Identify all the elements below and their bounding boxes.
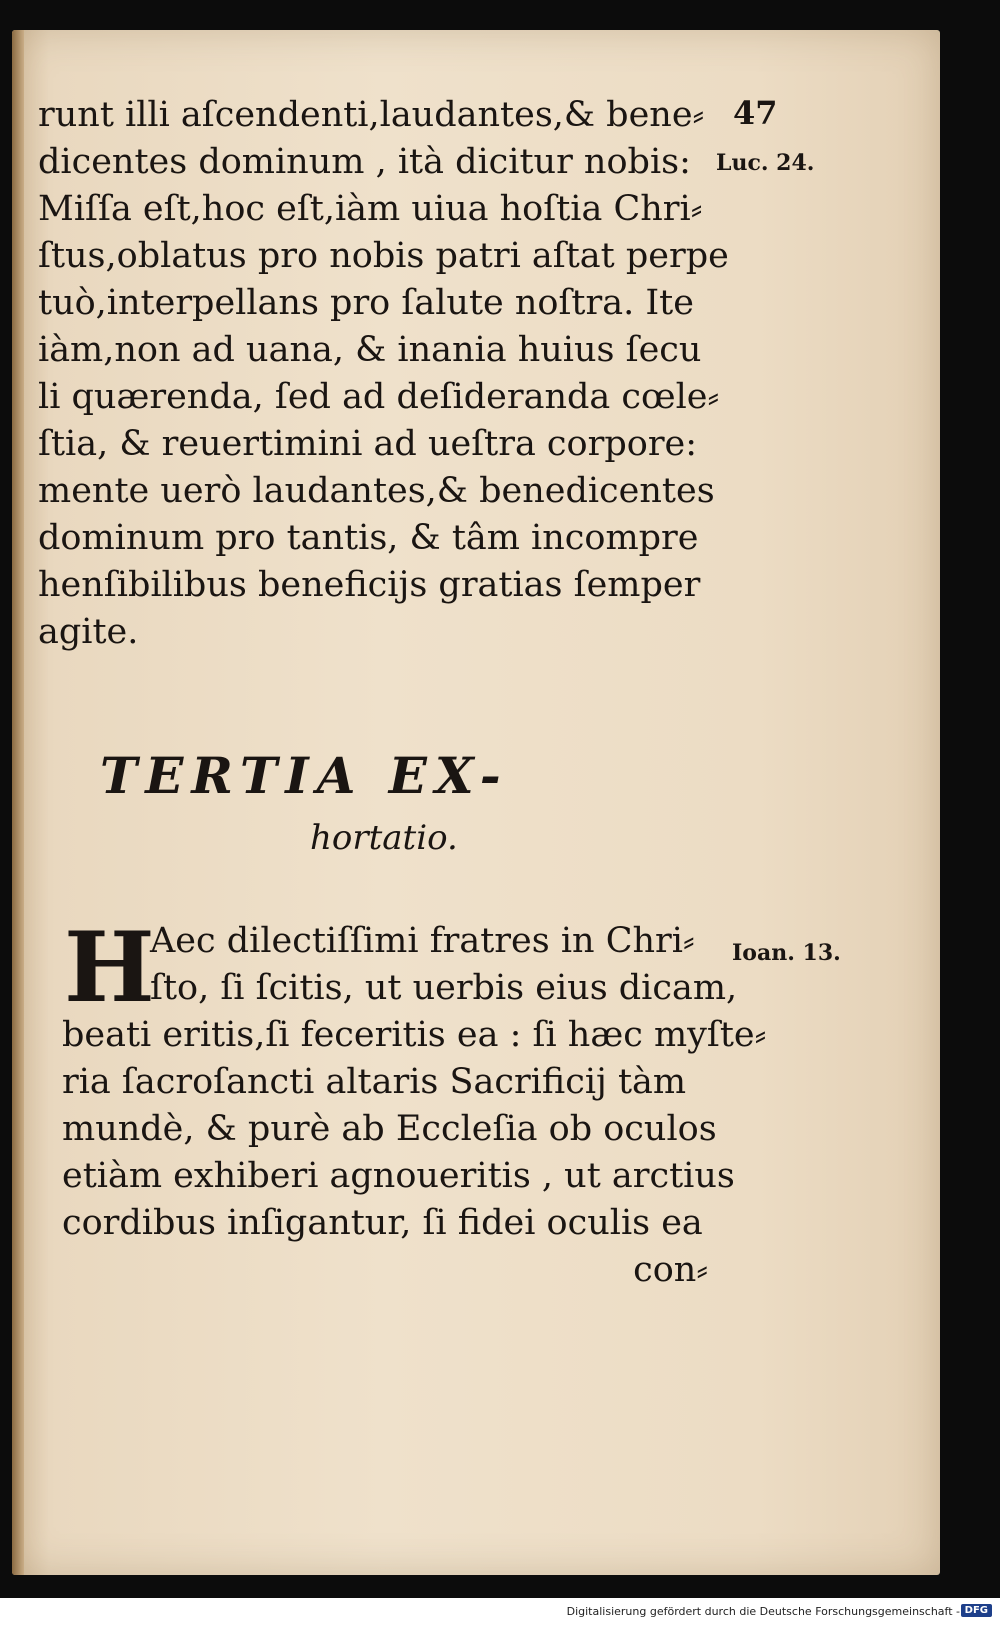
text-line: ria ſacroſancti altaris Sacrificij tàm — [62, 1062, 687, 1102]
text-line: cordibus inſigantur, ſi fidei oculis ea — [62, 1203, 703, 1243]
text-line: ſto, ſi ſcitis, ut uerbis eius dicam, — [150, 968, 738, 1008]
text-line: etiàm exhiberi agnoueritis , ut arctius — [62, 1156, 735, 1196]
text-line: dominum pro tantis, & tâm incompre — [38, 518, 699, 558]
footer-credit: Digitalisierung gefördert durch die Deutsche Forschungsgemeinschaft - — [566, 1605, 960, 1618]
text-line: henſibilibus beneficijs gratias ſemper — [38, 565, 701, 605]
margin-note-john: Ioan. 13. — [732, 940, 841, 966]
catchword: con⸗ — [633, 1250, 708, 1290]
text-line: agite. — [38, 612, 139, 652]
text-line: mundè, & purè ab Eccleſia ob oculos — [62, 1109, 717, 1149]
text-line: Miſſa eſt,hoc eſt,iàm uiua hoſtia Chri⸗ — [38, 189, 703, 229]
text-line: Aec dilectiſſimi fratres in Chri⸗ — [150, 921, 695, 961]
text-line: runt illi aſcendenti,laudantes,& bene⸗ — [38, 95, 705, 135]
text-line: tuò,interpellans pro ſalute noſtra. Ite — [38, 283, 694, 323]
page-binding-edge — [12, 30, 24, 1575]
section-text — [62, 911, 767, 1294]
page-number: 47 — [733, 94, 778, 132]
text-line: li quærenda, ſed ad deſideranda cœle⸗ — [38, 377, 720, 417]
text-line: ſtus,oblatus pro nobis patri aſtat perpe — [38, 236, 729, 276]
text-line: iàm,non ad uana, & inania huius ſecu — [38, 330, 702, 370]
text-line: dicentes dominum , ità dicitur nobis: — [38, 142, 691, 182]
section-subheading: hortatio. — [310, 818, 458, 858]
body-text — [38, 92, 738, 656]
text-line: ſtia, & reuertimini ad ueſtra corpore: — [38, 424, 698, 464]
text-line: beati eritis,ſi feceritis ea : ſi hæc myſte⸗ — [62, 1015, 767, 1055]
text-line: mente uerò laudantes,& benedicentes — [38, 471, 715, 511]
dfg-logo: DFG — [961, 1604, 992, 1617]
drop-cap: H — [64, 911, 155, 1024]
section-heading: TERTIA EX- — [100, 746, 509, 805]
margin-note-luke: Luc. 24. — [716, 150, 815, 176]
